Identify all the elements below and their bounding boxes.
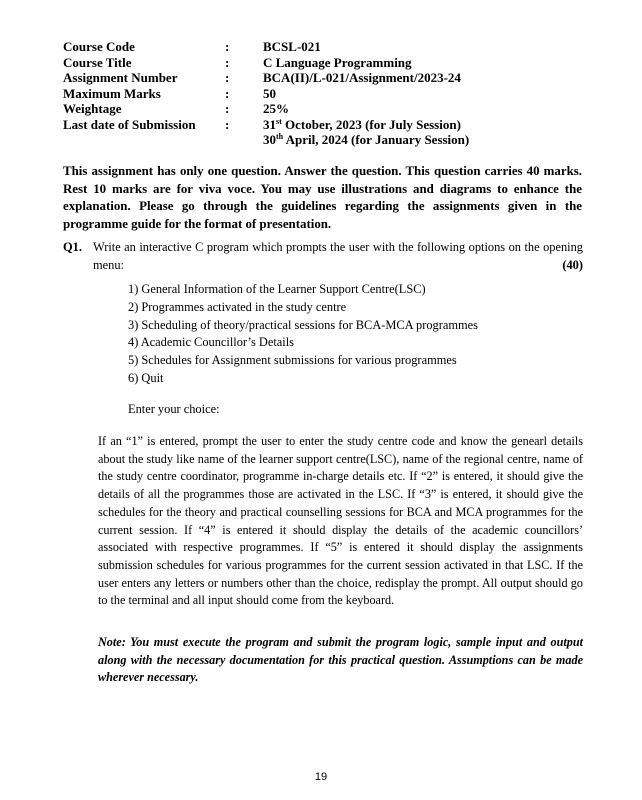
field-label: Assignment Number bbox=[63, 70, 178, 85]
question-marks: (40) bbox=[562, 257, 583, 272]
weightage-value: 25% bbox=[263, 101, 289, 116]
menu-option: 5) Schedules for Assignment submissions for various programmes bbox=[128, 353, 457, 368]
menu-options-list bbox=[128, 281, 478, 388]
question-text bbox=[93, 239, 583, 274]
january-session-deadline bbox=[63, 132, 469, 148]
assignment-instructions: This assignment has only one question. Answer the question. This question carries 40 marks. Rest 10 marks are for viva voce. You may use illustrations and diagrams to enhance the explanation. Please go through the guidelines regarding the assignments given in the programme guide for the format of presentation. bbox=[63, 164, 582, 231]
field-separator: : bbox=[225, 101, 230, 116]
assignment-number-row bbox=[63, 70, 469, 86]
field-label: Course Code bbox=[63, 39, 135, 54]
question-1 bbox=[63, 239, 583, 274]
question-statement: Write an interactive C program which prompts the user with the following options on the opening menu: bbox=[93, 240, 583, 272]
course-title-row bbox=[63, 55, 469, 71]
weightage-row bbox=[63, 101, 469, 117]
deadline-text: October, 2023 (for July Session) bbox=[281, 116, 461, 132]
field-separator: : bbox=[225, 116, 230, 132]
july-session-deadline bbox=[263, 117, 461, 133]
course-code-value: BCSL-021 bbox=[263, 39, 321, 54]
deadline-ordinal: th bbox=[276, 132, 284, 141]
submission-date-row bbox=[63, 117, 469, 133]
field-separator: : bbox=[225, 85, 230, 101]
course-title-value: C Language Programming bbox=[263, 54, 412, 70]
menu-option: 2) Programmes activated in the study centre bbox=[128, 299, 347, 314]
field-label: Course Title bbox=[63, 54, 132, 70]
page-number: 19 bbox=[314, 771, 328, 783]
assignment-number-value: BCA(II)/L-021/Assignment/2023-24 bbox=[263, 70, 461, 85]
field-label: Maximum Marks bbox=[63, 85, 161, 101]
deadline-text: April, 2024 (for January Session) bbox=[283, 132, 470, 147]
deadline-day: 30 bbox=[263, 132, 276, 147]
menu-option: 6) Quit bbox=[128, 370, 164, 385]
menu-option: 1) General Information of the Learner Support Centre(LSC) bbox=[128, 282, 426, 296]
field-label: Last date of Submission bbox=[63, 116, 196, 132]
maximum-marks-value: 50 bbox=[263, 85, 276, 101]
deadline-ordinal: st bbox=[276, 116, 282, 126]
field-separator: : bbox=[225, 70, 230, 85]
course-code-row bbox=[63, 39, 469, 55]
menu-option: 3) Scheduling of theory/practical sessions for BCA-MCA programmes bbox=[128, 317, 478, 332]
field-separator: : bbox=[225, 54, 230, 70]
question-description: If an “1” is entered, prompt the user to enter the study centre code and know the genearl details about the study like name of the learner support centre(LSC), name of the regional centre, name of the study centre coordinator, programme in-charge details etc. If “2” is entered, it should give the details of all the programmes those are activated in the LSC. If “3” is entered, it should give the schedules for the theory and practical counselling sessions for BCA and MCA programmes for the current session. If “4” is entered it should display the details of the academic councillors’ associated with respective programmes. If “5” is entered it should display the assignments submission schedules for various programmes for the current session activated in that LSC. If the user enters any letters or numbers other than the choice, redisplay the prompt. All output should go to the terminal and all input should come from the keyboard. bbox=[98, 434, 583, 608]
maximum-marks-row bbox=[63, 86, 469, 102]
choice-prompt: Enter your choice: bbox=[128, 402, 220, 416]
deadline-day: 31 bbox=[263, 116, 276, 132]
field-separator: : bbox=[225, 39, 230, 54]
submission-note: Note: You must execute the program and submit the program logic, sample input and output along with the necessary documentation for this practical question. Assumptions can be made wherever necessary. bbox=[98, 635, 583, 684]
question-number: Q1. bbox=[63, 240, 82, 254]
menu-option: 4) Academic Councillor’s Details bbox=[128, 335, 294, 350]
course-details bbox=[63, 39, 469, 148]
field-label: Weightage bbox=[63, 101, 122, 116]
